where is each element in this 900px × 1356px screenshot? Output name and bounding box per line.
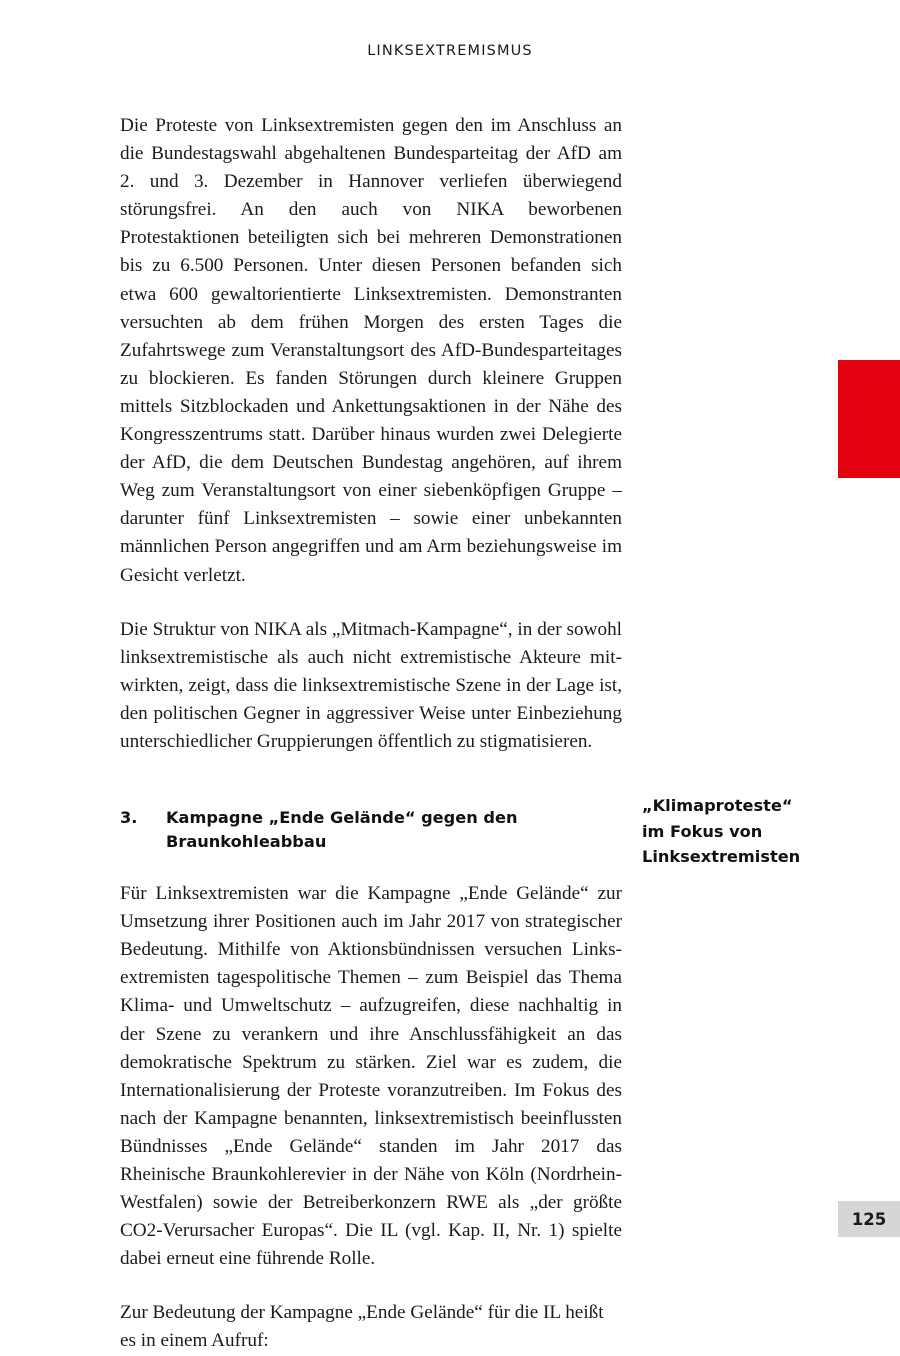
paragraph-protests-afd: Die Proteste von Linksextremisten gegen den im Anschluss an die Bundestagswahl abgehaltenen Bundesparteitag der AfD am 2. und 3. Dezember in Hannover verliefen überwiegend störungsfrei. An den auch von NIKA beworbenen Protestaktionen beteiligten sich bei mehreren Demonstrationen bis zu 6.500 Personen. Unter diesen Personen befanden sich etwa 600 gewaltorientierte Linksextremisten. Demonstranten versuchten ab dem frühen Morgen des ersten Tages die Zufahrtswege zum Veranstaltungsort des AfD-Bundesparteitages zu blockieren. Es fanden Störungen durch kleinere Gruppen mittels Sitzblockaden und Ankettungsaktionen in der Nähe des Kongresszentrums statt. Darüber hinaus wurden zwei Delegierte der AfD, die dem Deutschen Bundestag angehören, auf ihrem Weg zum Veranstaltungsort von einer siebenköpfigen Gruppe – darunter fünf Linksextremisten – sowie einer unbekannten männlichen Person angegriffen und am Arm beziehungsweise im Gesicht verletzt. xyxy=(120,115,622,586)
margin-note-line-1: „Klimaproteste“ xyxy=(642,796,793,815)
section-heading-number: 3. xyxy=(120,808,138,828)
paragraph-aufruf-intro: Zur Bedeutung der Kampagne „Ende Gelände“ für die IL heißt es in einem Aufruf: xyxy=(120,1302,604,1352)
heading-spacer xyxy=(120,782,622,806)
chapter-index-tab xyxy=(838,360,900,478)
running-head: LINKSEXTREMISMUS xyxy=(367,43,533,59)
main-text-column xyxy=(120,112,622,1356)
margin-note-line-2: im Fokus von xyxy=(642,821,763,841)
margin-note-line-3: Linksextremisten xyxy=(642,847,801,867)
paragraph-ende-gelaende: Für Linksextremisten war die Kampagne „Ende Gelände“ zur Umsetzung ihrer Positionen auch im Jahr 2017 von strategischer Bedeutung. Mithilfe von Aktionsbündnissen versuchen Linksextremisten tagespolitische Themen – zum Beispiel das Thema Klima- und Umweltschutz – aufzugreifen, diese nachhaltig in der Szene zu verankern und ihre Anschlussfähigkeit an das demokratische Spektrum zu stärken. Ziel war es zudem, die Internationalisierung der Proteste voranzutreiben. Im Fokus des nach der Kampagne benannten, linksextremistisch beeinflussten Bündnisses „Ende Gelände“ standen im Jahr 2017 das Rheinische Braunkohlerevier in der Nähe von Köln (Nordrhein-Westfalen) sowie der Betreiberkonzern RWE als „der größte CO2-Verursacher Europas“. Die IL (vgl. Kap. II, Nr. 1) spielte dabei erneut eine führende Rolle. xyxy=(120,883,622,1270)
section-heading xyxy=(120,806,622,854)
page-number: 125 xyxy=(851,1209,887,1229)
margin-note xyxy=(642,793,857,870)
section-heading-title: Kampagne „Ende Gelände“ gegen den Braunkohleabbau xyxy=(166,808,518,852)
paragraph-nika-structure: Die Struktur von NIKA als „Mitmach-Kampagne“, in der sowohl linksextremistische als auch nicht extremistische Akteure mitwirkten, zeigt, dass die linksextremistische Szene in der Lage ist, den politischen Gegner in aggressiver Weise unter Einbeziehung unterschiedlicher Gruppierungen öffentlich zu stigmatisieren. xyxy=(120,618,622,752)
page-number-box xyxy=(838,1201,900,1237)
